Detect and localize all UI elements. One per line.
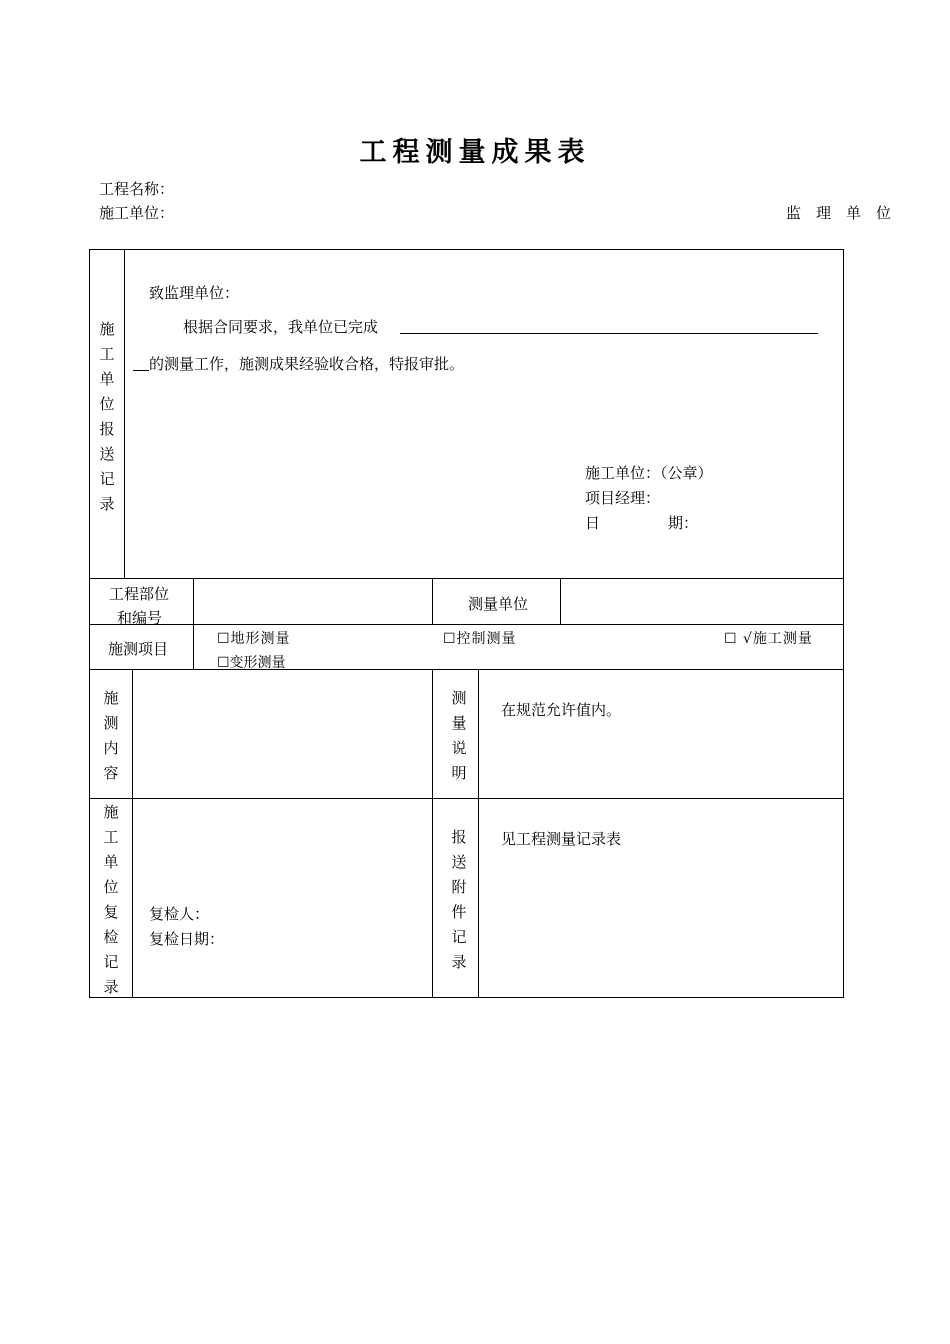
page-title: 工程测量成果表: [359, 137, 591, 168]
part-label-line2: 和编号: [117, 609, 163, 627]
option-topographic[interactable]: ☐地形测量: [217, 631, 291, 647]
sign-date-label: 日: [585, 514, 601, 532]
report-body-line2: 的测量工作，施测成果经验收合格，特报审批。: [149, 355, 465, 373]
survey-unit-label: 测量单位: [468, 595, 529, 613]
attachment-text: 见工程测量记录表: [501, 830, 622, 848]
report-to: 致监理单位：: [149, 284, 240, 302]
sign-unit: 施工单位：（公章）: [585, 464, 713, 482]
measurement-note: 在规范允许值内。: [501, 701, 622, 719]
attachment-side-label: 报 送 附 件 记 录: [451, 828, 467, 971]
content-side-label: 施 测 内 容: [103, 689, 119, 782]
completed-work-blank-cont: [133, 370, 149, 371]
recheck-date-label: 复检日期：: [149, 930, 225, 948]
rechecker-label: 复检人：: [149, 905, 210, 923]
completed-work-blank: [400, 333, 818, 334]
items-label: 施测项目: [108, 640, 169, 658]
report-body-line1: 根据合同要求，我单位已完成: [183, 318, 379, 336]
project-name-label: 工程名称：: [99, 180, 175, 198]
report-side-label: 施 工 单 位 报 送 记 录: [99, 320, 115, 513]
recheck-side-label: 施 工 单 位 复 检 记 录: [103, 803, 119, 996]
option-construction[interactable]: ☐ √施工测量: [724, 631, 813, 647]
supervision-unit-label: 监 理 单 位: [786, 204, 892, 222]
note-side-label: 测 量 说 明: [451, 689, 467, 782]
part-label-line1: 工程部位: [109, 585, 170, 603]
option-deformation[interactable]: ☐变形测量: [217, 655, 286, 671]
construction-unit-label: 施工单位：: [99, 204, 175, 222]
sign-date-label-2: 期：: [668, 514, 699, 532]
sign-manager: 项目经理：: [585, 489, 661, 507]
option-control[interactable]: ☐控制测量: [443, 631, 517, 647]
